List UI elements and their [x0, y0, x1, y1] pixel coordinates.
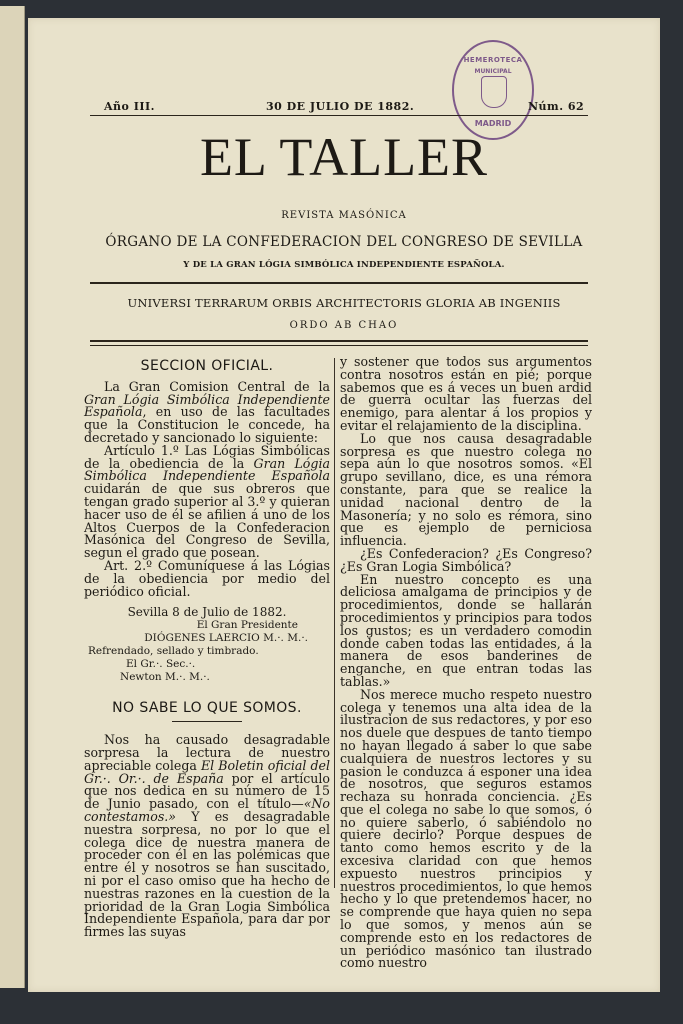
motto-rule-bottom: [90, 345, 588, 346]
article-paragraph-1: Nos ha causado desagradable sorpresa la lectura de nuestro apreciable colega El Boletin oficial del Gr.·. Or.·. de España por el artículo que nos dedica en su número de 15 de Junio pasado, con el título—«No contestamos.» Y es desagradable nuestra sorpresa, no por lo que el colega dice de nuestra manera de proceder con él en las polémicas que entre él y nosotros se han suscitado, ni por el caso omiso que ha hecho de nuestras razones en la cuestion de la prioridad de la Gran Logia Simbólica Independiente Española, para dar por firmes las suyas: [84, 732, 330, 940]
library-stamp: [452, 40, 534, 140]
organ-line: ÓRGANO DE LA CONFEDERACION DEL CONGRESO DE SEVILLA: [105, 234, 583, 250]
coat-of-arms-icon: [481, 76, 507, 108]
article-paragraph-2: y sostener que todos sus argumentos contra nosotros están en pié; porque sabemos que es á veces un buen ardid de guerra ocultar las fuerzas del enemigo, para alentar á los propios y evitar el relajamiento de la disciplina.: [340, 354, 592, 433]
newspaper-title: EL TALLER: [199, 127, 489, 187]
stamp-top-text: HEMEROTECA: [463, 56, 523, 64]
signature-newton: Newton M.·. M.·.: [120, 671, 210, 684]
lodge-line: Y DE LA GRAN LÓGIA SIMBÓLICA INDEPENDIENTE ESPAÑOLA.: [183, 260, 505, 270]
stamp-bottom-text: MADRID: [474, 119, 512, 128]
section-oficial-title: SECCION OFICIAL.: [140, 358, 274, 374]
motto-ordo: ORDO AB CHAO: [289, 320, 399, 331]
adjacent-page-edge: [0, 6, 25, 988]
column-divider: [334, 358, 335, 888]
article-paragraph-4: ¿Es Confederacion? ¿Es Congreso? ¿Es Gran Logia Simbólica?: [340, 545, 592, 574]
section-no-sabe-title: NO SABE LO QUE SOMOS.: [112, 700, 302, 717]
signature-secretary: El Gr.·. Sec.·.: [126, 658, 196, 671]
left-column: [84, 356, 330, 939]
signature-refrendado: Refrendado, sellado y timbrado.: [88, 645, 259, 658]
motto: UNIVERSI TERRARUM ORBIS ARCHITECTORIS GLORIA AB INGENIIS: [127, 296, 561, 310]
masthead-rule: [90, 282, 588, 284]
right-column: [340, 356, 592, 970]
issue-number: Núm. 62: [528, 100, 585, 113]
decree-article-2: Art. 2.º Comuníquese á las Lógias de la obediencia por medio del periódico oficial.: [84, 557, 330, 599]
subtitle: REVISTA MASÓNICA: [281, 210, 407, 221]
decree-article-1: Artículo 1.º Las Lógias Simbólicas de la obediencia de la Gran Lógia Simbólica Independiente Española cuidarán de que sus obreros que tengan grado superior al 3.º y quieran hacer uso de él se afilien á uno de los Altos Cuerpos de la Confederacion Masónica del Congreso de Sevilla, segun el grado que posean.: [84, 442, 330, 561]
issue-date: 30 DE JULIO DE 1882.: [266, 100, 415, 113]
header-rule: [90, 115, 588, 116]
motto-rule-top: [90, 340, 588, 342]
article-paragraph-6: Nos merece mucho respeto nuestro colega y tenemos una alta idea de la ilustracion de sus redactores, y por eso nos duele que despues de tanto tiempo no hayan llegado á saber lo que sabe cualquiera de nuestros lectores y su pasion le conduzca á esponer una idea de nosotros, que seguros estamos rechaza su honrada conciencia. ¿Es que el colega no sabe lo que somos, ó no quiere saberlo, ó sabiéndolo no quiere decirlo? Porque despues de tanto como hemos escrito y de la excesiva claridad con que hemos expuesto nuestros principios y nuestros procedimientos, lo que hemos hecho y lo que pretendemos hacer, no se comprende que haya quien no sepa lo que somos, y menos aún se comprende esto en los redactores de un periódico masónico tan ilustrado como nuestro: [340, 686, 592, 971]
article-paragraph-3: Lo que nos causa desagradable sorpresa es que nuestro colega no sepa aún lo que nosotros somos. «El grupo sevillano, dice, es una rémora constante, para que se realice la unidad nacional dentro de la Masonería; y no solo es rémora, sino que es ejemplo de perniciosa influencia.: [340, 430, 592, 549]
decree-intro: La Gran Comision Central de la Gran Lógia Simbólica Independiente Española, en uso de las facultades que la Constitucion le concede, ha decretado y sancionado lo siguiente:: [84, 378, 330, 445]
issue-year: Año III.: [104, 100, 155, 113]
article-paragraph-5: En nuestro concepto es una deliciosa amalgama de principios y de procedimientos, donde se hallarán procedimientos y principios para todos los gustos; es un verdadero comodin donde caben todas las entidades, á la manera de esos banderines de enganche, en que entran todas las tablas.»: [340, 571, 592, 689]
section-divider-rule: [172, 721, 242, 722]
signature-role: El Gran Presidente: [196, 619, 298, 632]
newspaper-page: [28, 18, 660, 992]
stamp-middle-text: MUNICIPAL: [474, 68, 512, 75]
signature-place-date: Sevilla 8 de Julio de 1882.: [127, 605, 287, 620]
signature-name: DIÓGENES LAERCIO M.·. M.·.: [144, 632, 308, 645]
